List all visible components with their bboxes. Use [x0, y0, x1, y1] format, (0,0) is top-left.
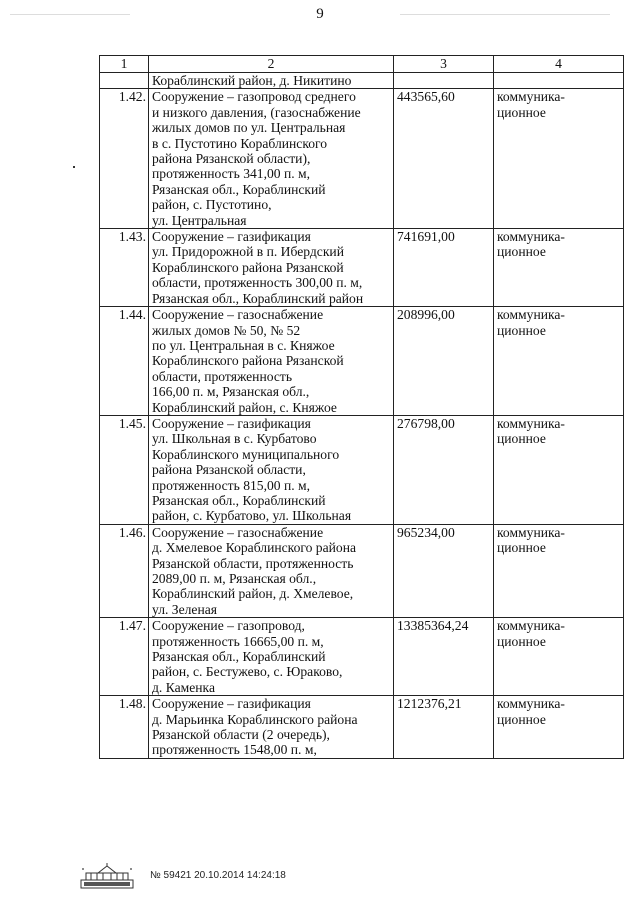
text-line: д. Хмелевое Кораблинского района [152, 540, 357, 556]
text-line: ул. Придорожной в п. Ибердский [152, 244, 344, 260]
text-line: Рязанская обл., Кораблинский [152, 492, 326, 508]
text-line: Сооружение – газопровод, [152, 618, 305, 634]
text-line: Сооружение – газоснабжение [152, 307, 324, 323]
text-line: Кораблинский район, д. Хмелевое, [152, 586, 354, 602]
item-type-cell [494, 696, 624, 759]
text-line: 2089,00 п. м, Рязанская обл., [152, 571, 317, 586]
text-line: Кораблинского района Рязанской [152, 353, 344, 369]
item-description-cell [149, 696, 394, 759]
item-number-cell: 1.47. [100, 618, 149, 696]
item-description-cell [149, 89, 394, 229]
text-line: Сооружение – газификация [152, 229, 311, 245]
column-header: 4 [494, 56, 624, 73]
table-row [100, 307, 624, 416]
item-type-cell [494, 229, 624, 307]
text-line: Кораблинский район, с. Княжое [152, 399, 337, 415]
text-line: протяженность 1548,00 п. м, [152, 742, 317, 758]
text-line: ционное [497, 322, 546, 338]
text-line: Рязанская обл., Кораблинский [152, 649, 326, 665]
item-number-cell: 1.44. [100, 307, 149, 416]
page-number: 9 [316, 6, 324, 22]
text-line: области, протяженность 300,00 п. м, [152, 275, 363, 291]
table-row [100, 415, 624, 524]
text-line: район, с. Курбатово, ул. Школьная [152, 508, 352, 524]
item-type-cell [494, 89, 624, 229]
document-registration-stamp: № 59421 20.10.2014 14:24:18 [150, 870, 286, 881]
text-line: коммуника- [497, 618, 565, 634]
table-row [100, 524, 624, 617]
text-line: коммуника- [497, 307, 565, 323]
text-line: района Рязанской области), [152, 151, 311, 167]
text-line: ционное [497, 633, 546, 649]
text-line: коммуника- [497, 696, 565, 712]
text-line: протяженность 815,00 п. м, [152, 477, 311, 493]
text-line: в с. Пустотино Кораблинского [152, 135, 328, 151]
text-line: коммуника- [497, 524, 565, 540]
text-line: ционное [497, 540, 546, 556]
scan-speck [73, 166, 75, 168]
item-number-cell: 1.42. [100, 89, 149, 229]
item-type-cell [494, 307, 624, 416]
text-line: д. Марьинка Кораблинского района [152, 711, 358, 727]
item-value-cell [394, 73, 494, 89]
column-header: 2 [149, 56, 394, 73]
text-line: жилых домов № 50, № 52 [152, 322, 301, 338]
table-row [100, 618, 624, 696]
table-body [100, 73, 624, 759]
text-line: коммуника- [497, 415, 565, 431]
table-row [100, 696, 624, 759]
text-line: ционное [497, 244, 546, 260]
text-line: район, с. Бестужево, с. Юраково, [152, 664, 343, 680]
item-number-cell [100, 73, 149, 89]
text-line: ционное [497, 711, 546, 727]
text-line: по ул. Центральная в с. Княжое [152, 337, 335, 353]
column-header: 1 [100, 56, 149, 73]
text-line: области, протяженность [152, 368, 293, 384]
item-type-cell [494, 73, 624, 89]
text-line: района Рязанской области, [152, 462, 306, 478]
text-line: ул. Школьная в с. Курбатово [152, 431, 317, 447]
table-row [100, 89, 624, 229]
item-number-cell: 1.45. [100, 415, 149, 524]
item-value-cell: 741691,00 [394, 229, 494, 307]
text-line: ул. Центральная [152, 212, 247, 228]
item-type-cell [494, 618, 624, 696]
text-line: Сооружение – газопровод среднего [152, 89, 356, 105]
text-line: Рязанская обл., Кораблинский [152, 181, 326, 197]
scan-artifact-line [400, 14, 610, 15]
scan-artifact-line [10, 14, 130, 15]
text-line: Рязанской области, протяженность [152, 555, 354, 571]
item-description-cell [149, 229, 394, 307]
text-line: Рязанская обл., Кораблинский район [152, 290, 364, 306]
property-registry-table [99, 55, 624, 759]
item-value-cell: 208996,00 [394, 307, 494, 416]
text-line: жилых домов по ул. Центральная [152, 120, 346, 136]
item-number-cell: 1.43. [100, 229, 149, 307]
item-number-cell: 1.46. [100, 524, 149, 617]
text-line: и низкого давления, (газоснабжение [152, 104, 361, 120]
table-row [100, 229, 624, 307]
text-line: 166,00 п. м, Рязанская обл., [152, 384, 310, 400]
table-header-row [100, 56, 624, 73]
item-description-cell [149, 415, 394, 524]
text-line: д. Каменка [152, 679, 215, 695]
item-type-cell [494, 415, 624, 524]
table-row-continuation [100, 73, 624, 89]
text-line: Сооружение – газоснабжение [152, 524, 324, 540]
text-line: ул. Зеленая [152, 601, 218, 617]
text-line: ционное [497, 104, 546, 120]
text-line: Рязанской области (2 очередь), [152, 727, 330, 743]
page-footer [40, 863, 640, 899]
item-value-cell: 443565,60 [394, 89, 494, 229]
text-line: Сооружение – газификация [152, 696, 311, 712]
text-line: коммуника- [497, 89, 565, 105]
item-value-cell: 13385364,24 [394, 618, 494, 696]
text-line: ционное [497, 431, 546, 447]
government-building-emblem-icon [80, 863, 134, 889]
item-description-cell [149, 618, 394, 696]
item-value-cell: 1212376,21 [394, 696, 494, 759]
item-description-cell [149, 524, 394, 617]
text-line: Сооружение – газификация [152, 415, 311, 431]
item-description-cell [149, 307, 394, 416]
item-description-cell [149, 73, 394, 89]
text-line: коммуника- [497, 229, 565, 245]
item-value-cell: 276798,00 [394, 415, 494, 524]
text-line: протяженность 16665,00 п. м, [152, 633, 324, 649]
item-value-cell: 965234,00 [394, 524, 494, 617]
text-line: Кораблинский район, д. Никитино [152, 73, 352, 88]
text-line: район, с. Пустотино, [152, 197, 272, 213]
text-line: Кораблинского района Рязанской [152, 259, 344, 275]
text-line: протяженность 341,00 п. м, [152, 166, 311, 182]
text-line: Кораблинского муниципального [152, 446, 340, 462]
item-number-cell: 1.48. [100, 696, 149, 759]
column-header: 3 [394, 56, 494, 73]
item-type-cell [494, 524, 624, 617]
